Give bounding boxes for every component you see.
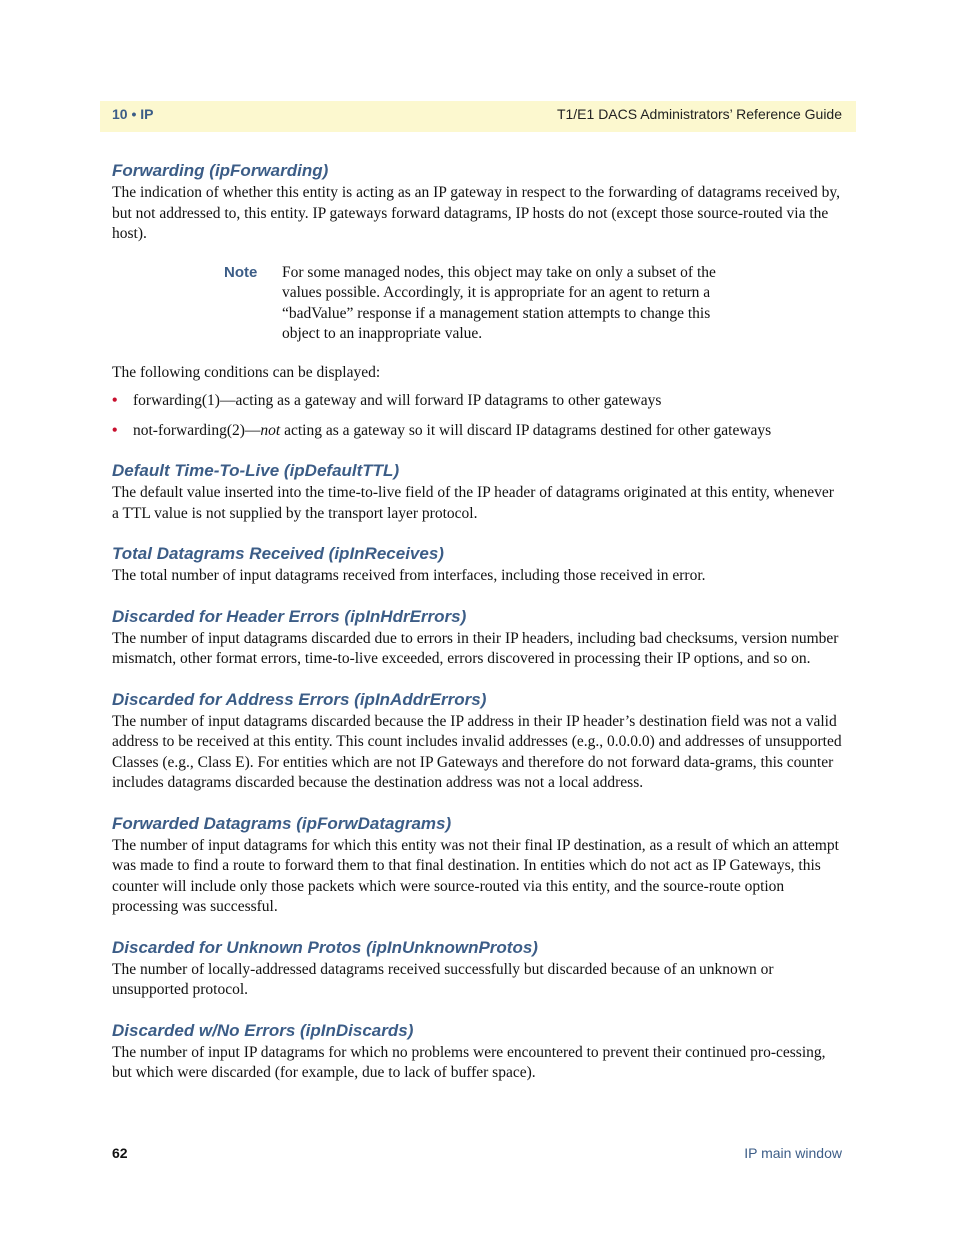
note-text: For some managed nodes, this object may take on only a subset of the values possible. Accordingly, it is appropriate for an agent to return a “badValue” response if a management station attempts to change this object to an inappropriate value. <box>282 263 716 342</box>
section-body: The number of input datagrams for which this entity was not their final IP destination, as a result of which an attempt was made to find a route to forward them to that final destination. In entities which do not act as IP Gateways, this counter will include only those packets which were source-routed via this entity, and the source-route option processing was successful. <box>112 836 839 915</box>
conditions-intro: The following conditions can be displayed: <box>112 363 381 381</box>
list-item-emphasis: not <box>260 421 281 439</box>
section-body: The default value inserted into the time-to-live field of the IP header of datagrams originated at this entity, whenever a TTL value is not supplied by the transport layer protocol. <box>112 484 834 522</box>
page-content <box>112 160 842 1103</box>
section-body: The number of locally-addressed datagrams received successfully but discarded because of an unknown or unsupported protocol. <box>112 960 774 998</box>
section-ip-default-ttl <box>112 460 842 524</box>
section-heading: Discarded w/No Errors (ipInDiscards) <box>112 1020 414 1040</box>
note-label: Note <box>224 263 258 281</box>
section-body: The total number of input datagrams received from interfaces, including those received in error. <box>112 567 706 584</box>
section-heading: Discarded for Header Errors (ipInHdrErrors) <box>112 606 467 626</box>
section-body: The indication of whether this entity is acting as an IP gateway in respect to the forwarding of datagrams received by, but not addressed to, this entity. IP gateways forward datagrams, IP hosts do not (except those source-routed via the host). <box>112 184 840 242</box>
list-item-text-rest: acting as a gateway so it will discard IP datagrams destined for other gateways <box>280 421 772 439</box>
section-ip-forwarding <box>112 160 842 245</box>
section-ip-in-unknown-protos <box>112 937 842 1001</box>
section-heading: Discarded for Unknown Protos (ipInUnknownProtos) <box>112 937 538 957</box>
section-ip-in-addr-errors <box>112 689 842 794</box>
section-heading: Forwarded Datagrams (ipForwDatagrams) <box>112 813 452 833</box>
section-ip-forw-datagrams <box>112 813 842 918</box>
section-ip-in-discards <box>112 1020 842 1084</box>
section-body: The number of input datagrams discarded due to errors in their IP headers, including bad checksums, version number mismatch, other format errors, time-to-live exceeded, errors discovered in processing their IP options, and so on. <box>112 629 839 667</box>
section-heading: Forwarding (ipForwarding) <box>112 161 329 180</box>
bullet-icon: • <box>112 392 118 409</box>
page-number: 62 <box>112 1145 128 1161</box>
list-item <box>112 421 842 442</box>
conditions-list <box>112 391 842 441</box>
footer-section-name: IP main window <box>744 1145 842 1161</box>
list-item <box>112 391 842 412</box>
section-heading: Total Datagrams Received (ipInReceives) <box>112 544 444 563</box>
bullet-icon: • <box>112 421 118 439</box>
section-body: The number of input datagrams discarded because the IP address in their IP header’s destination field was not a valid address to be received at this entity. This count includes invalid addresses (e.g., 0.0.0.0) and addresses of unsupported Classes (e.g., Class E). For entities which are not IP Gateways and therefore do not forward data-grams, this counter includes datagrams discarded because the destination address was not a local address. <box>112 712 842 791</box>
section-body: The number of input IP datagrams for which no problems were encountered to prevent their continued pro-cessing, but which were discarded (for example, due to lack of buffer space). <box>112 1043 826 1081</box>
guide-title: T1/E1 DACS Administrators’ Reference Guide <box>556 106 842 122</box>
list-item-text: not-forwarding(2)— <box>133 421 261 439</box>
section-ip-in-receives <box>112 543 842 587</box>
note-box <box>224 263 740 345</box>
chapter-label: 10 • IP <box>112 106 154 122</box>
section-heading: Discarded for Address Errors (ipInAddrErrors) <box>112 689 487 709</box>
section-heading: Default Time-To-Live (ipDefaultTTL) <box>112 461 400 480</box>
conditions-block <box>112 363 842 442</box>
list-item-text: forwarding(1)—acting as a gateway and will forward IP datagrams to other gateways <box>133 392 662 409</box>
section-ip-in-hdr-errors <box>112 606 842 670</box>
